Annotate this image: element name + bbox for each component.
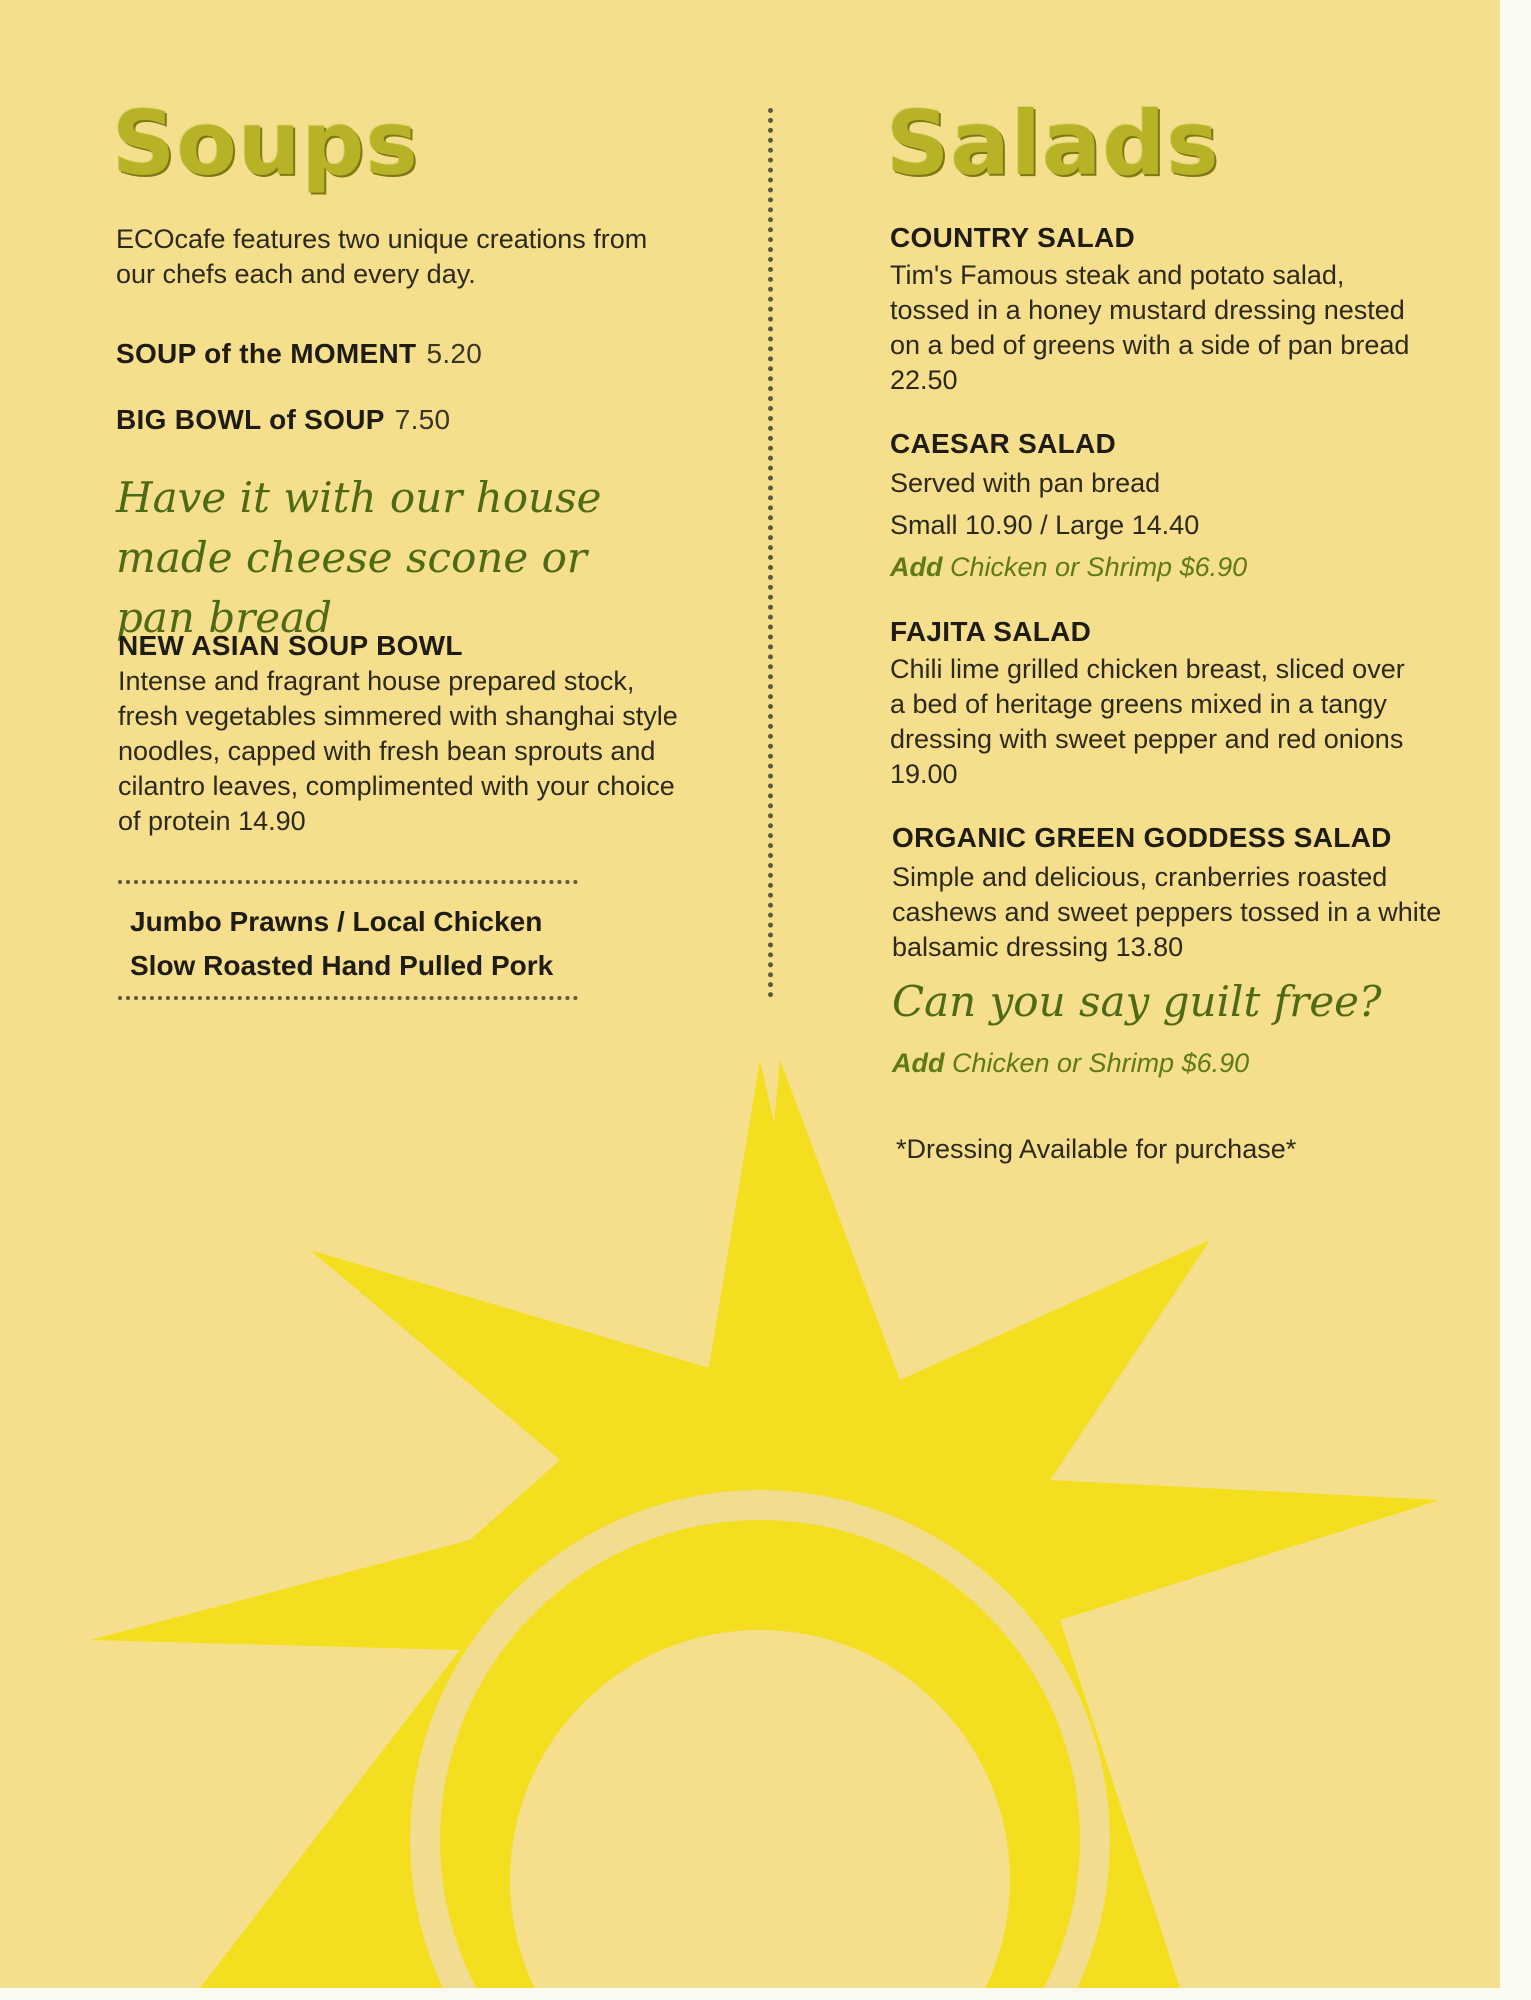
salads-title: Salads	[886, 92, 1220, 195]
addon-text: Chicken or Shrimp $6.90	[950, 552, 1248, 582]
asian-soup-bowl-name: NEW ASIAN SOUP BOWL	[118, 630, 463, 661]
addon-text: Chicken or Shrimp $6.90	[952, 1048, 1250, 1078]
caesar-salad-name: CAESAR SALAD	[890, 428, 1117, 459]
green-goddess-addon	[892, 1048, 1249, 1079]
dressing-note: *Dressing Available for purchase*	[896, 1134, 1297, 1164]
asian-soup-bowl-description: Intense and fragrant house prepared stock, fresh vegetables simmered with shanghai style noodles, capped with fresh bean sprouts and cilantro leaves, complimented with your choice of protein 14.90	[118, 666, 678, 836]
green-goddess-salad-description: Simple and delicious, cranberries roasted cashews and sweet peppers tossed in a white balsamic dressing 13.80	[892, 862, 1442, 962]
green-goddess-salad-name: ORGANIC GREEN GODDESS SALAD	[892, 822, 1392, 853]
caesar-salad-description: Served with pan bread	[890, 468, 1161, 498]
item-price: 5.20	[426, 338, 483, 369]
addon-label: Add	[892, 1048, 945, 1078]
caesar-salad-sizes: Small 10.90 / Large 14.40	[890, 510, 1200, 540]
protein-divider-bottom	[118, 996, 578, 1000]
soups-script-note: Have it with our house made cheese scone or pan bread	[116, 473, 602, 642]
column-divider	[768, 108, 773, 998]
big-bowl-of-soup	[116, 404, 450, 436]
protein-divider-top	[118, 880, 578, 884]
country-salad-name: COUNTRY SALAD	[890, 222, 1136, 253]
soup-of-the-moment	[116, 338, 482, 370]
green-goddess-script-note: Can you say guilt free?	[892, 977, 1382, 1026]
fajita-salad-name: FAJITA SALAD	[890, 616, 1092, 647]
soups-intro: ECOcafe features two unique creations from our chefs each and every day.	[116, 224, 648, 289]
item-price: 7.50	[394, 404, 451, 435]
fajita-salad-description: Chili lime grilled chicken breast, sliced over a bed of heritage greens mixed in a tangy dressing with sweet pepper and red onions 19.00	[890, 654, 1405, 789]
addon-label: Add	[890, 552, 943, 582]
caesar-salad-addon	[890, 552, 1247, 583]
soups-title: Soups	[112, 92, 419, 195]
protein-line-1: Jumbo Prawns / Local Chicken	[130, 906, 543, 937]
item-label: BIG BOWL of SOUP	[116, 404, 385, 435]
protein-line-2: Slow Roasted Hand Pulled Pork	[130, 950, 554, 981]
item-label: SOUP of the MOMENT	[116, 338, 417, 369]
country-salad-description: Tim's Famous steak and potato salad, tossed in a honey mustard dressing nested on a bed of greens with a side of pan bread 22.50	[890, 260, 1410, 395]
